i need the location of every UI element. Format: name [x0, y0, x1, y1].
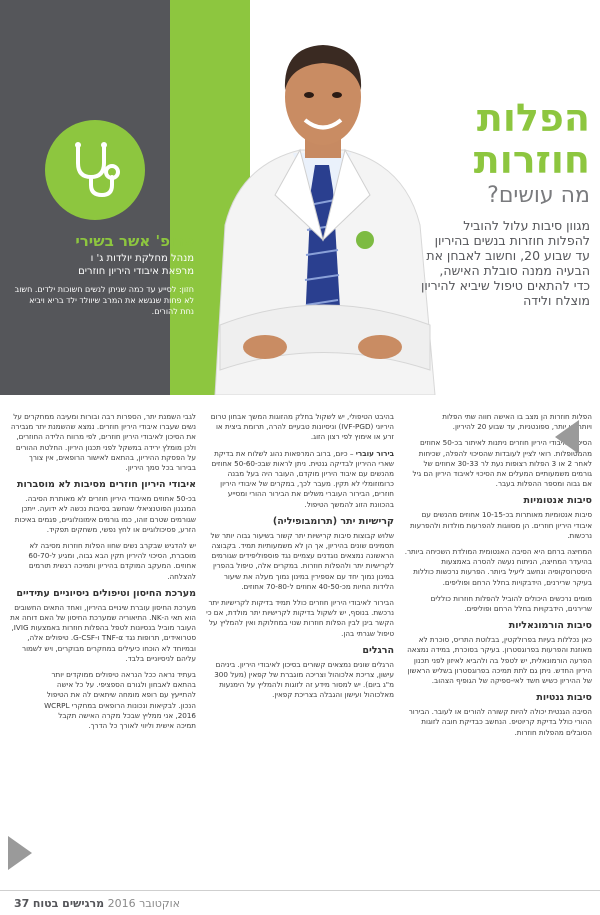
- article-column-right: [404, 412, 592, 874]
- section-heading: איבודי היריון חוזרים מסיבות לא מוסברות: [17, 479, 196, 491]
- hero-section: [0, 0, 600, 395]
- continue-arrow-left-icon: [8, 836, 32, 870]
- doctor-role-line1: מנהל מחלקת יולדות ג' ו: [90, 253, 194, 264]
- footer-date: אוקטובר 2016: [107, 897, 180, 910]
- headline-line2: חוזרות: [473, 138, 590, 182]
- footer-line: [10, 897, 180, 910]
- paragraph: [206, 449, 394, 510]
- paragraph: כאן נכללות בעיות בפרולקטין, בבלוטת התריס, סוכרת לא מאוזנת והפרעות בפרוגסטרון. בעיקר בסוכרת, במידה נמצאה הפרעה הורמונאלית, יש לטפל בה ולהביא לאיזון לפני תכנון היריון החדש. ניתן גם לתת תמיכה בפרוגסטרון בשליש הראשון של ההיריון כשיש חשד לאי-ספיקה של הגופיף הצהוב.: [407, 635, 592, 686]
- doctor-name: פרופ' אשר בשירי: [75, 232, 194, 250]
- continue-arrow-right-icon: [555, 420, 579, 454]
- paragraph: לגבי השמנת יתר, הספרות רבה ובורות ומעיבה ממחקרים על נשים שעברו איבודי היריון חוזרים. נמצא שהשמנת יתר מגבירה את הסיכון לאיבודי היריון חוזרים, לפי מרווח הלידה החוזרים, ולכן מומלץ ירידה במשקל לפני תכנון היריון. החלטת ההורים על הפסקת ההיריון, בהתאם לאישור הרופאים, אין צורך בבירור בכל סמך היריון.: [10, 412, 196, 473]
- doctor-role-line2: מרפאת איבודי היריון חוזרים: [78, 266, 194, 277]
- doctor-role: [14, 252, 194, 278]
- intro-paragraph: מגוון סיבות עלול להוביל להפלות חוזרות בנשים בהיריון עד שבוע 20, וחשוב לאבחן את הבעיה ממנה סובלת האישה, כדי להתאים טיפול שיביא להיריון מוצלח ולידה: [420, 218, 590, 308]
- doctor-portrait: [205, 25, 440, 395]
- paragraph: יש להדגיש שבקרב נשים שחוו הפלות חוזרות מסיבה לא מוסברת, הסיכוי להיריון תקין הבא גבוה, ומגיע ל-60-70 אחוזים. המעקב המוקדם בהיריון ותמיכה רגשית תורמים להצלחה.: [28, 541, 196, 581]
- paragraph: הסיכוי לאיבודי היריון חוזרים ניתנות לאיתור בכ-50 אחוזים מהמטופלות. רואי לציין לעובדות שהסיכוי להפלה, שכיחות לאחר 2 או 3 הפלות רצופות נעת לר 30-33 אחוזים של גורמים משמעותיים המעלים את הסיכוי לאיבוד היריון הם גיל אם גבוה ומספר ההפלות בעבר.: [412, 438, 592, 489]
- footer-magazine: מרגישים בטוח: [32, 897, 105, 910]
- paragraph: מערכת החיסון עוברת שינויים בהיריון, ואחד התאים החשובים הוא תאי ה-NK. התיאוריה שמערכת החיסון של האם דוחה את העובר מוביל בנסיונות לטפל בהפלות חוזרות באמצעות IVIG, סטרואידים, תרופות נגד TNF-α ו-G-CSF. טיפולים אלה, ובמיוחד לא הוכחו כיעילים במחקרים מבוקרים, ויש לשמור עליהם לניסיוניים בלבד.: [10, 602, 196, 663]
- article-columns: [8, 412, 592, 874]
- paragraph: הבירור לאיבודי היריון חוזרים כולל תמיד בדיקות לקרישיות יתר נרכשת. בנוסף, יש לשקול בדיקות לקרישיות יתר מולדת, אם כי הקשר בינן לבין הפלות חוזרות שנוי במחלוקת ואין להמליץ על טיפול שגרתי בהן.: [206, 598, 394, 638]
- section-heading: קרישיות יתר (תרומבופיליה): [272, 515, 394, 527]
- headline-line1: הפלות: [476, 96, 590, 140]
- paragraph: המחיצה ברחם היא הסיבה האנטומית המולדת השכיחה ביותר. בהיעדר המחיצה, הניתוח נעשה להסרה באמצעות היסטרוסקופיה ונחשב ליעיל ביותר. הפרעות נרכשות כוללות בעיקר שרירנים, הידבקויות בחלל הרחם ופוליפים.: [404, 547, 592, 587]
- page-footer: [0, 890, 600, 915]
- paragraph: סיבות אנטומיות מאותרות בכ-10-15 אחוזים מהנשים עם איבודי היריון חוזרים. הן מסווגות להפרעות מולדות ולהפרעות נרכשות.: [409, 510, 592, 540]
- paragraph-lead: בירור עוברי: [355, 448, 394, 458]
- paragraph: בעתיד נראה ככל הנראה טיפולים ממוקדים יותר בהתאם לאבחון ולגורם הספציפי. על כל אישה להתייעץ עם רופא מומחה שיתאים לה את הטיפול הנכון. לבקיאות ונכונות הרופאים במחקרי WCRPL 2016, אני ממליץ שבכל מקרה האישה תקבל תמיכה אישית וליווי לאורך כל הדרך.: [44, 670, 196, 731]
- stethoscope-badge: [45, 120, 145, 220]
- stethoscope-icon: [64, 139, 126, 201]
- section-heading: סיבות אנטומיות: [523, 495, 592, 507]
- paragraph: בהיבט הטיפולי, יש לשקול בחלק מהזוגות המשך אבחון טרום היריוני (IVF-PGD) וניסיונות טבעיים להרה, תרומת ביצית או זרע או אימוץ לפי רצון הזוג.: [210, 412, 394, 442]
- paragraph: הסיבה הגנטית יכולה להיות קשורה להורים או לעובר. הבירור ההורי כולל בדיקת קריוטיפ. הנחשב כבדיקת חובה לזוגות הסובלים מהפלות חוזרות.: [408, 707, 592, 737]
- paragraph: מומים נרכשים היכולים להוביל להפלות חוזרות כוללים שרירנים, הידבקויות בחלל הרחם ופוליפים.: [430, 593, 592, 614]
- page-number: 37: [14, 897, 30, 910]
- paragraph: הפלות חוזרות הן מצב בו האישה חווה שתי הפלות ויותר או יותר, ספונטניות, עד שבוע 20 להיריון.: [442, 412, 592, 432]
- paragraph: שלוש קבוצות סיבות קרישיות יתר קשור בשיעור גבוה יותר של תסמינים שונים בהיריון, אך הן לא משמעותיות תמיד. בקבוצה הראשונה נמצאים נוגדנים עצמיים נגד פוספוליפידים שגורמים לקרישיות יתר ולהפלות חוזרות. במקרים אלה, טיפול בהפרין במינון נמוך יחד עם אספירין במינון נמוך מעלה את שיעור הלידות החיות מכ-40-50 אחוזים ל-70-80 אחוזים.: [210, 530, 394, 591]
- paragraph: בכ-50 אחוזים מאיבודי היריון חוזרים לא מאותרת הסיבה. המנגנון הפוטנציאלי שנחשב בסיבות נכשה לא ידועה. ייתכן שגורמים שטרם זוהו, כמו גורמים אימונולוגיים, פגמים באיכות הזרע, פסיכולוגיים או לחץ נפשי, משחקים תפקיד.: [14, 494, 196, 534]
- section-heading: סיבות הורמונאליות: [508, 620, 592, 632]
- doctor-quote: חזון: לסייע עד כמה שניתן לנשים חשוכות ילדים. חשוב לא פחות שנגשא את המרב שיוולד ילד בריא ויביא נחת להורים.: [14, 285, 194, 316]
- paragraph: הרגלים שונים נמצאים קשורים בסיכון לאיבודי היריון. ביניהם עישון, צריכת אלכוהול וצריכה מוגברת של קפאין (מעל 300 מ"ג ביום). יש למסור מידע זה לזוגות ולהמליץ על הימנעות מאלכוהול ועישון והגבלה בצריכת קפאין.: [214, 659, 394, 700]
- article-column-left: [8, 412, 196, 874]
- section-heading: סיבות גנטיות: [536, 692, 592, 704]
- section-heading: מערכת החיסון וטיפולים ניסיוניים עתידיים: [16, 587, 196, 599]
- section-heading: הרגלים: [362, 644, 394, 656]
- headline-subtitle: מה עושים?: [487, 183, 590, 208]
- paragraph-body: – כיום, ברוב המרפאות נהוג לשלוח את בדיקת שארי ההיריון לבדיקה גנטית. ניתן לראות שבכ-50-60 אחוזים מהנשים עם איבוד היריון מוקדם, העובר היה בעל מבנה כרומוזומלי לא תקין. מעבר לכך, במקרים של איבודי היריון חוזרים, הבירור העוברי משלים את הבירור ההורי ומסייע בהכוונת הזוג להמשך הטיפול.: [211, 448, 394, 509]
- article-column-middle: [206, 412, 394, 874]
